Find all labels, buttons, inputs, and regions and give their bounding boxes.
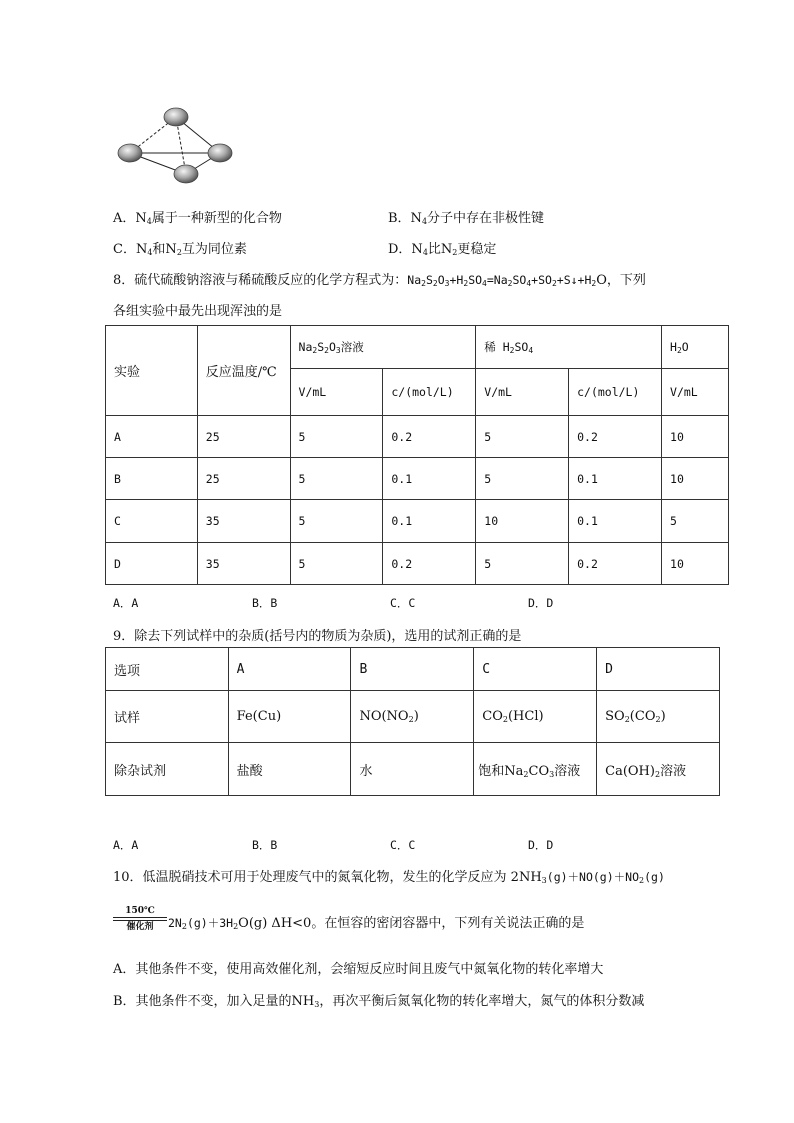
text-fragment: 比N xyxy=(427,242,453,257)
table-cell: 5 xyxy=(290,543,383,585)
q9-reagent-label: 除杂试剂 xyxy=(106,743,229,796)
table-cell: D xyxy=(106,543,198,585)
text-fragment: ，再次平衡后氮氧化物的转化率增大，氮气的体积分数减 xyxy=(319,994,645,1009)
text-fragment: 溶液 xyxy=(554,763,581,779)
text-fragment: SO xyxy=(514,340,529,354)
table-cell: 0.1 xyxy=(569,500,662,543)
text-fragment: B．其他条件不变，加入足量的NH xyxy=(113,994,315,1009)
equilibrium-arrow xyxy=(113,917,167,921)
text-fragment: NO(NO xyxy=(359,709,409,724)
text-fragment: O xyxy=(681,339,689,354)
text-fragment: 4 xyxy=(421,217,428,226)
table-cell: 25 xyxy=(197,416,290,458)
text-fragment: 2 xyxy=(523,769,529,779)
text-fragment: 2 xyxy=(509,346,515,355)
q9-choice-c[interactable]: C．C xyxy=(390,838,416,852)
table-cell: 10 xyxy=(476,500,569,543)
table-cell: 0.1 xyxy=(383,500,476,543)
table-cell: 35 xyxy=(197,543,290,585)
q8-subheader-h2so4-volume: V/mL xyxy=(476,369,569,416)
q7-option-c[interactable] xyxy=(113,238,247,257)
table-cell: 5 xyxy=(290,458,383,500)
text-fragment: 更稳定 xyxy=(457,242,497,257)
text-fragment: 3 xyxy=(541,876,547,885)
condition-temperature: 150℃ xyxy=(125,906,155,916)
text-fragment: 2 xyxy=(551,279,557,288)
text-fragment: 2 xyxy=(507,279,513,288)
q9-sample-label: 试样 xyxy=(106,691,229,743)
q9-reagent-b xyxy=(351,743,474,796)
table-cell: 10 xyxy=(662,416,729,458)
table-row xyxy=(106,648,720,691)
q9-stem: 9．除去下列试样中的杂质(括号内的物质为杂质)，选用的试剂正确的是 xyxy=(113,629,522,644)
text-fragment: 水 xyxy=(359,763,373,779)
atom-right xyxy=(208,144,232,162)
q8-subheader-na2s2o3-volume: V/mL xyxy=(290,369,383,416)
q8-choice-b[interactable]: B．B xyxy=(252,596,278,610)
q8-equation xyxy=(407,273,596,287)
q8-table xyxy=(105,325,729,585)
table-row xyxy=(106,458,729,500)
text-fragment: 2 xyxy=(233,922,239,931)
text-fragment: 4 xyxy=(482,279,487,288)
text-fragment: 4 xyxy=(146,217,152,226)
text-fragment: (HCl) xyxy=(507,709,544,724)
table-cell: 5 xyxy=(290,416,383,458)
text-fragment: Fe(Cu) xyxy=(236,709,282,724)
q8-choice-c[interactable]: C．C xyxy=(390,596,416,610)
q10-stem-line1 xyxy=(113,866,665,885)
atom-top xyxy=(164,108,188,126)
text-fragment: 2 xyxy=(312,346,318,355)
q9-header-option: 选项 xyxy=(106,648,229,691)
text-fragment: Na xyxy=(298,340,313,354)
text-fragment: 盐酸 xyxy=(236,763,263,779)
table-cell: 5 xyxy=(662,500,729,543)
text-fragment: 溶液 xyxy=(660,763,687,779)
table-cell: C xyxy=(474,648,597,691)
text-fragment: 3 xyxy=(314,1000,320,1009)
text-fragment: 2 xyxy=(421,279,426,288)
table-row xyxy=(106,416,729,458)
text-fragment: =Na xyxy=(486,273,508,287)
table-cell: A xyxy=(106,416,198,458)
q9-choice-b[interactable]: B．B xyxy=(252,838,278,852)
q9-sample-b xyxy=(351,691,474,743)
table-row xyxy=(106,743,720,796)
table-cell: 0.2 xyxy=(569,543,662,585)
text-fragment: 3 xyxy=(549,769,555,779)
reaction-condition xyxy=(113,906,167,933)
text-fragment: Ca(OH) xyxy=(605,763,655,779)
q8-header-experiment: 实验 xyxy=(106,326,198,416)
table-cell: 0.1 xyxy=(383,458,476,500)
text-fragment: 10．低温脱硝技术可用于处理废气中的氮氧化物，发生的化学反应为 2NH xyxy=(113,870,542,885)
table-cell: 5 xyxy=(476,458,569,500)
text-fragment: (g) xyxy=(644,870,665,884)
text-fragment: 2 xyxy=(176,248,182,257)
atom-left xyxy=(118,144,142,162)
text-fragment: SO xyxy=(605,709,625,724)
text-fragment: 溶液 xyxy=(340,340,364,354)
table-cell: A xyxy=(228,648,351,691)
text-fragment: H xyxy=(670,339,677,354)
table-cell: 35 xyxy=(197,500,290,543)
text-fragment: O，下列 xyxy=(596,273,646,288)
q9-table xyxy=(105,647,720,796)
table-cell: 5 xyxy=(290,500,383,543)
text-fragment: 2 xyxy=(655,715,661,724)
text-fragment: 2 xyxy=(639,876,645,885)
q9-choice-d[interactable]: D．D xyxy=(528,838,554,852)
table-cell: 0.2 xyxy=(383,543,476,585)
q9-sample-c xyxy=(474,691,597,743)
text-fragment: O xyxy=(328,340,336,354)
table-cell: 10 xyxy=(662,543,729,585)
text-fragment: SO xyxy=(512,273,527,287)
text-fragment: SO xyxy=(468,273,483,287)
text-fragment: A．N xyxy=(113,211,147,226)
text-fragment: ) xyxy=(660,709,666,724)
text-fragment: 2 xyxy=(324,346,329,355)
text-fragment: 2 xyxy=(624,715,630,724)
text-fragment: 3 xyxy=(335,346,341,355)
table-cell: 25 xyxy=(197,458,290,500)
q8-header-h2so4 xyxy=(476,326,662,369)
text-fragment: O xyxy=(437,273,445,287)
text-fragment: 属于一种新型的化合物 xyxy=(151,211,282,226)
q9-reagent-a xyxy=(228,743,351,796)
table-cell: 0.2 xyxy=(569,416,662,458)
text-fragment: 2 xyxy=(676,345,682,355)
table-cell: B xyxy=(106,458,198,500)
text-fragment: Na xyxy=(407,273,422,287)
text-fragment: 8．硫代硫酸钠溶液与稀硫酸反应的化学方程式为： xyxy=(113,273,408,288)
text-fragment: 稀 H xyxy=(484,340,510,354)
q10-stem-line2 xyxy=(168,912,584,931)
text-fragment: 2N xyxy=(168,916,182,930)
q8-subheader-h2so4-conc: c/(mol/L) xyxy=(569,369,662,416)
q9-choice-a[interactable]: A．A xyxy=(113,838,139,852)
table-cell: 10 xyxy=(662,458,729,500)
text-fragment: 和N xyxy=(152,242,177,257)
text-fragment: 2 xyxy=(452,248,458,257)
text-fragment: 饱和Na xyxy=(478,763,524,779)
text-fragment: C．N xyxy=(113,242,148,257)
text-fragment: 4 xyxy=(147,248,153,257)
q10-option-b[interactable] xyxy=(113,990,644,1009)
text-fragment: 2 xyxy=(408,715,414,724)
q8-header-temperature: 反应温度/℃ xyxy=(197,326,290,416)
text-fragment: +SO xyxy=(531,273,552,287)
q7-option-b[interactable] xyxy=(388,207,544,226)
text-fragment: 4 xyxy=(526,279,532,288)
table-cell: 0.2 xyxy=(383,416,476,458)
q8-header-na2s2o3 xyxy=(290,326,476,369)
table-cell: 5 xyxy=(476,416,569,458)
text-fragment: O(g) ΔH<0。在恒容的密闭容器中，下列有关说法正确的是 xyxy=(238,916,585,931)
text-fragment: (g)＋3H xyxy=(186,916,234,930)
text-fragment: 2 xyxy=(432,279,438,288)
q8-subheader-h2o-volume: V/mL xyxy=(662,369,729,416)
text-fragment: B．N xyxy=(388,211,422,226)
q8-choice-a[interactable]: A．A xyxy=(113,596,139,610)
text-fragment: D．N xyxy=(388,242,423,257)
text-fragment: 2 xyxy=(463,279,469,288)
text-fragment: (CO xyxy=(629,709,656,724)
q8-choice-d[interactable]: D．D xyxy=(528,596,554,610)
q8-header-h2o xyxy=(662,326,729,369)
q9-reagent-d xyxy=(597,743,720,796)
text-fragment: S xyxy=(317,340,325,354)
text-fragment: (g)＋NO(g)＋NO xyxy=(546,870,640,884)
text-fragment: 分子中存在非极性键 xyxy=(427,211,545,226)
table-cell: 5 xyxy=(476,543,569,585)
table-cell: D xyxy=(597,648,720,691)
q7-option-d[interactable] xyxy=(388,238,496,257)
text-fragment: 互为同位素 xyxy=(181,242,247,257)
text-fragment: 4 xyxy=(528,346,534,355)
text-fragment: 2 xyxy=(502,715,508,724)
q7-option-a[interactable] xyxy=(113,207,282,226)
q9-sample-a xyxy=(228,691,351,743)
text-fragment: 4 xyxy=(422,248,428,257)
n4-molecule-figure xyxy=(110,100,240,190)
text-fragment: 2 xyxy=(654,769,661,779)
text-fragment: 3 xyxy=(444,279,450,288)
table-cell: B xyxy=(351,648,474,691)
text-fragment: CO xyxy=(482,709,503,724)
table-row xyxy=(106,691,720,743)
table-cell: 0.1 xyxy=(569,458,662,500)
q8-stem-line1 xyxy=(113,269,646,288)
text-fragment: 2 xyxy=(181,922,187,931)
text-fragment: +H xyxy=(449,273,464,287)
atom-bottom xyxy=(174,165,198,183)
text-fragment: 2 xyxy=(591,279,597,288)
text-fragment: S xyxy=(425,273,433,287)
q9-reagent-c xyxy=(474,743,597,796)
q9-sample-d xyxy=(597,691,720,743)
text-fragment: ) xyxy=(413,709,419,724)
table-cell: C xyxy=(106,500,198,543)
condition-catalyst: 催化剂 xyxy=(126,922,154,932)
text-fragment: CO xyxy=(528,763,550,779)
table-row xyxy=(106,543,729,585)
q10-option-a[interactable]: A．其他条件不变，使用高效催化剂，会缩短反应时间且废气中氮氧化物的转化率增大 xyxy=(113,962,604,977)
q8-stem-line2: 各组实验中最先出现浑浊的是 xyxy=(113,304,283,319)
table-row xyxy=(106,500,729,543)
text-fragment: +S↓+H xyxy=(556,273,592,287)
q8-subheader-na2s2o3-conc: c/(mol/L) xyxy=(383,369,476,416)
